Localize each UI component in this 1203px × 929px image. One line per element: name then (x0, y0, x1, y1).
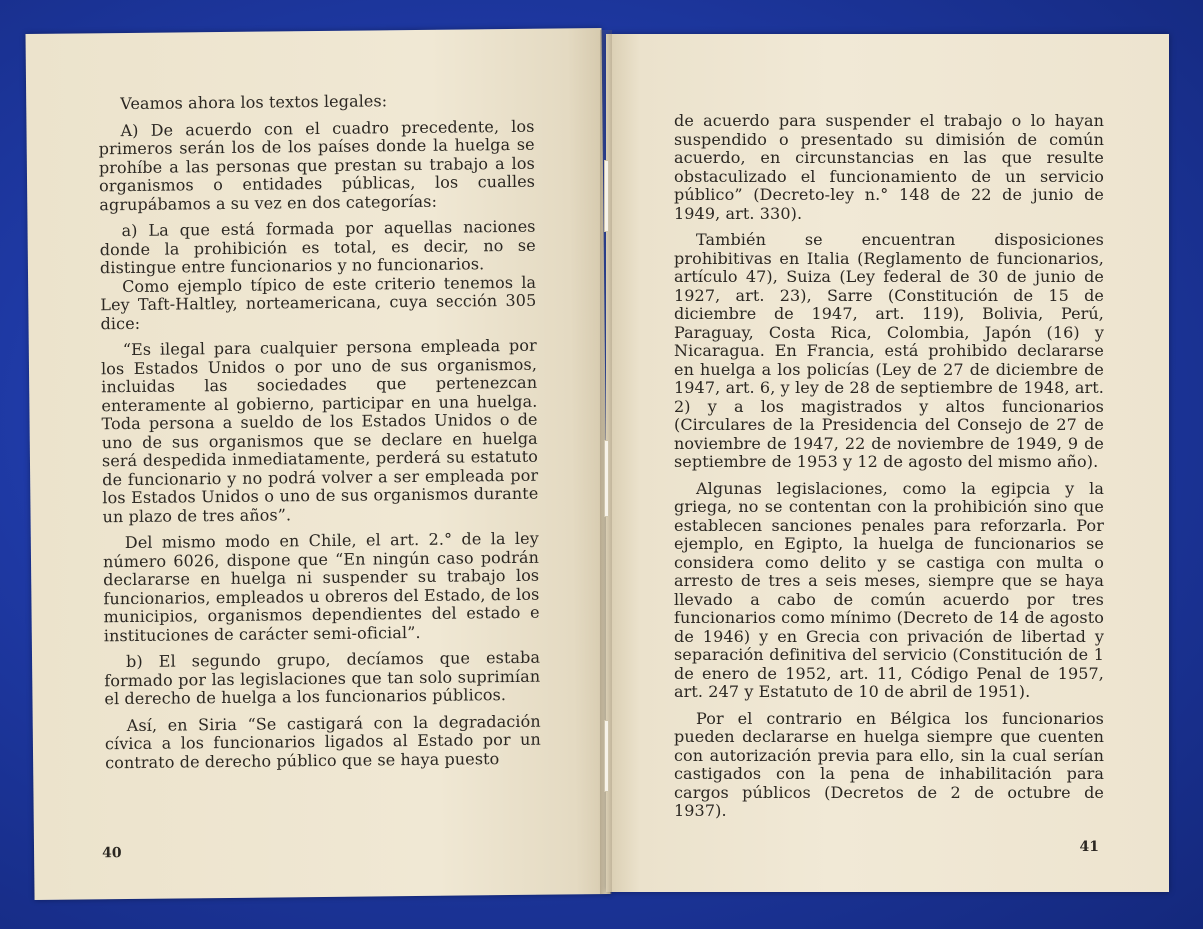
paragraph: Por el contrario en Bélgica los funcionarios pueden declararse en huelga siempre que cuenten con autorización previa para ello, sin la cual serían castigados con la pena de inhabilitación para cargos públicos (Decretos de 2 de octubre de 1937). (674, 708, 1104, 820)
binding-stitch (604, 440, 609, 517)
left-page (25, 28, 610, 900)
paragraph: b) El segundo grupo, decíamos que estaba formado por las legislaciones que tan solo suprimían el derecho de huelga a los funcionarios públicos. (104, 647, 541, 709)
left-page-text (98, 91, 541, 781)
right-page (606, 34, 1169, 892)
paragraph: Veamos ahora los textos legales: (120, 91, 388, 114)
binding-stitch (604, 720, 609, 792)
binding-stitch (604, 160, 609, 232)
paragraph: Así, en Siria “Se castigará con la degradación cívica a los funcionarios ligados al Estado por un contrato de derecho público que se haya puesto (104, 711, 542, 772)
paragraph: a) La que está formada por aquellas naciones donde la prohibición es total, es decir, no se distingue entre funcionarios y no funcionarios. (99, 216, 536, 278)
paragraph: Como ejemplo típico de este criterio tenemos la Ley Taft-Haltley, norteamericana, cuya sección 305 dice: (100, 272, 537, 333)
right-page-text (674, 112, 1104, 829)
quote-paragraph: “Es ilegal para cualquier persona empleada por los Estados Unidos o por uno de sus organismos, incluidas las sociedades que pertenezcan enteramente al gobierno, participar en una huelga. Toda persona a sueldo de los Estados Unidos o de uno de sus organismos que se declare en huelga será despedida inmediatamente, perderá su estatuto de funcionario y no podrá volver a ser empleada por los Estados Unidos o uno de sus organismos durante un plazo de tres años”. (100, 335, 539, 526)
paragraph: También se encuentran disposiciones prohibitivas en Italia (Reglamento de funcionarios, artículo 47), Suiza (Ley federal de 30 de junio de 1927, art. 23), Sarre (Constitución de 15 de diciembre de 1947, art. 119), Bolivia, Perú, Paraguay, Costa Rica, Colombia, Japón (16) y Nicaragua. En Francia, está prohibido declararse en huelga a los policías (Ley de 27 de diciembre de 1947, art. 6, y ley de 28 de septiembre de 1948, art. 2) y a los magistrados y altos funcionarios (Circulares de la Presidencia del Consejo de 27 de noviembre de 1947, 22 de noviembre de 1949, 9 de septiembre de 1953 y 12 de agosto del mismo año). (674, 230, 1104, 471)
page-number-right: 41 (1079, 839, 1099, 855)
page-number-left: 40 (101, 845, 122, 862)
paragraph: Del mismo modo en Chile, el art. 2.° de la ley número 6026, dispone que “En ningún caso podrán declararse en huelga ni suspender su trabajo los funcionarios, empleados u obreros del Estado, de los municipios, organismos dependientes del estado e instituciones de carácter semi-oficial”. (102, 528, 540, 645)
paragraph: A) De acuerdo con el cuadro precedente, los primeros serán los de los países donde la huelga se prohíbe a las personas que prestan su trabajo a los organismos o entidades públicas, los cualles agrupábamos a su vez en dos categorías: (98, 116, 536, 214)
paragraph: Algunas legislaciones, como la egipcia y la griega, no se contentan con la prohibición sino que establecen sanciones penales para reforzarla. Por ejemplo, en Egipto, la huelga de funcionarios se considera como delito y se castiga con multa o arresto de tres a seis meses, siempre que se haya llevado a cabo de común acuerdo por tres funcionarios como mínimo (Decreto de 14 de agosto de 1946) y en Grecia con privación de libertad y separación definitiva del servicio (Constitución de 1 de enero de 1952, art. 11, Código Penal de 1957, art. 247 y Estatuto de 10 de abril de 1951). (674, 478, 1104, 701)
paragraph: de acuerdo para suspender el trabajo o lo hayan suspendido o presentado su dimisión de común acuerdo, en circunstancias en las que resulte obstaculizado el funcionamiento de un servicio público” (Decreto-ley n.° 148 de 22 de junio de 1949, art. 330). (674, 111, 1104, 223)
